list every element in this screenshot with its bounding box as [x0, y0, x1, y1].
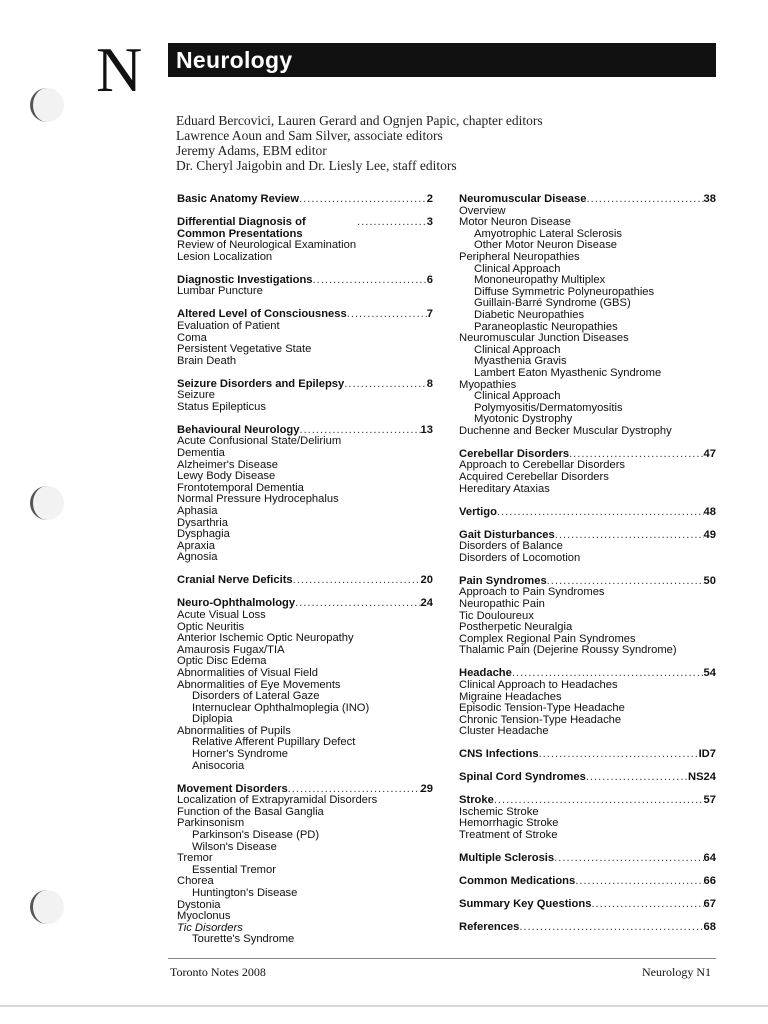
- toc-subentry: Huntington's Disease: [192, 887, 298, 899]
- toc-section: [459, 772, 716, 784]
- toc-subentry: Diffuse Symmetric Polyneuropathies: [474, 285, 655, 298]
- dot-leader: [555, 530, 704, 542]
- toc-page-number: 67: [703, 897, 716, 910]
- toc-subentry: Disorders of Locomotion: [459, 551, 581, 564]
- toc-subentry: Treatment of Stroke: [459, 829, 558, 842]
- toc-page-number: NS24: [688, 771, 716, 784]
- toc-subentry: Overview: [459, 204, 506, 217]
- toc-subentry: Mononeuropathy Multiplex: [474, 274, 606, 287]
- toc-subentry: Dysphagia: [177, 528, 230, 541]
- toc-page-number: 68: [703, 920, 716, 933]
- toc-subentry: Hereditary Ataxias: [459, 482, 550, 495]
- toc-section-title: Common Medications: [459, 875, 576, 887]
- toc-page-number: 54: [703, 667, 716, 680]
- toc-subentry: Function of the Basal Ganglia: [177, 805, 324, 818]
- dot-leader: [299, 194, 427, 206]
- toc-subentry: Migraine Headaches: [459, 690, 562, 703]
- toc-section-title: References: [459, 920, 520, 933]
- toc-section: [459, 853, 716, 865]
- toc-section: [459, 449, 716, 495]
- toc-subentry: Amyotrophic Lateral Sclerosis: [474, 227, 622, 240]
- toc-subentry: Anterior Ischemic Optic Neuropathy: [177, 632, 354, 645]
- toc-page-number: 2: [426, 193, 433, 205]
- toc-subentry: Localization of Extrapyramidal Disorders: [177, 794, 378, 807]
- dot-leader: [519, 922, 703, 934]
- toc-subentry: Myotonic Dystrophy: [474, 413, 573, 426]
- toc-subentry: Episodic Tension-Type Headache: [459, 702, 625, 715]
- toc-section: [177, 575, 433, 587]
- toc-page-number: 6: [426, 273, 433, 286]
- toc-section-title: Cranial Nerve Deficits: [177, 574, 293, 587]
- toc-subentry: Disorders of Lateral Gaze: [192, 690, 320, 703]
- toc-right-column: [459, 194, 716, 945]
- toc-subentry: Diabetic Neuropathies: [474, 308, 585, 321]
- toc-section: [177, 784, 433, 946]
- toc-page-number: 49: [703, 528, 716, 541]
- toc-section-title: Differential Diagnosis of Common Presentations: [177, 215, 306, 240]
- toc-subentry: Myopathies: [459, 378, 517, 391]
- toc-section: [459, 576, 716, 657]
- toc-subentry: Agnosia: [177, 551, 218, 564]
- footer-page-number: Neurology N1: [642, 965, 711, 979]
- toc-section-title: CNS Infections: [459, 748, 539, 761]
- toc-subentry: Clinical Approach to Headaches: [459, 678, 618, 691]
- toc-subentry: Complex Regional Pain Syndromes: [459, 632, 636, 645]
- dot-leader: [586, 194, 703, 206]
- toc-subentry: Dementia: [177, 447, 225, 460]
- toc-subentry: Other Motor Neuron Disease: [474, 239, 618, 252]
- dot-leader: [497, 507, 704, 519]
- toc-subentry: Polymyositis/Dermatomyositis: [474, 401, 623, 414]
- toc-section-heading[interactable]: [177, 575, 433, 587]
- dot-leader: [295, 598, 420, 610]
- toc-subentry: Dystonia: [177, 898, 221, 911]
- toc-subentry: Anisocoria: [192, 759, 245, 772]
- footer-divider: [168, 958, 716, 959]
- toc-subentry: Diplopia: [192, 713, 233, 726]
- toc-subentry: Paraneoplastic Neuropathies: [474, 320, 618, 333]
- toc-subentry: Duchenne and Becker Muscular Dystrophy: [459, 424, 672, 437]
- toc-section: [177, 194, 433, 206]
- toc-subentry: Motor Neuron Disease: [459, 216, 571, 229]
- dot-leader: [586, 772, 688, 784]
- toc-section: [459, 507, 716, 519]
- toc-subentry: Disorders of Balance: [459, 540, 563, 553]
- toc-section: [459, 530, 716, 565]
- toc-page-number: 48: [703, 505, 716, 518]
- toc-subentry: Lambert Eaton Myasthenic Syndrome: [474, 366, 662, 379]
- toc-section-heading[interactable]: [459, 772, 716, 784]
- footer-book-title: Toronto Notes 2008: [170, 965, 266, 979]
- toc-section: [177, 217, 433, 263]
- toc-section: [177, 598, 433, 772]
- toc-subentry: Parkinson's Disease (PD): [192, 829, 320, 842]
- toc-section-title: Summary Key Questions: [459, 897, 592, 910]
- toc-section-heading[interactable]: [177, 194, 433, 206]
- toc-page-number: 3: [426, 215, 433, 228]
- binder-hole: [30, 890, 64, 924]
- toc-subentry: Postherpetic Neuralgia: [459, 621, 573, 634]
- page-edge: [0, 1005, 768, 1007]
- toc-subentry: Normal Pressure Hydrocephalus: [177, 493, 339, 506]
- toc-subentry: Tic Douloureux: [459, 609, 534, 622]
- toc-section-title: Basic Anatomy Review: [177, 193, 300, 205]
- toc-page-number: 13: [420, 423, 433, 436]
- toc-subentry: Aphasia: [177, 505, 218, 518]
- binder-hole: [30, 486, 64, 520]
- dot-leader: [357, 217, 427, 229]
- toc-section: [459, 795, 716, 841]
- toc-subentry: Optic Neuritis: [177, 620, 245, 633]
- toc-subentry: Parkinsonism: [177, 817, 245, 830]
- toc-subentry: Status Epilepticus: [177, 400, 266, 413]
- toc-subentry: Approach to Pain Syndromes: [459, 586, 605, 599]
- toc-section: [177, 309, 433, 367]
- toc-subentry: Lesion Localization: [177, 250, 273, 263]
- toc-subentry: Evaluation of Patient: [177, 319, 280, 332]
- toc-subentry: Clinical Approach: [474, 390, 561, 403]
- toc-page-number: 64: [703, 852, 716, 865]
- toc-subentry: Abnormalities of Eye Movements: [177, 678, 341, 691]
- toc-section-title: Neuro-Ophthalmology: [177, 597, 296, 610]
- toc-subentry: Lumbar Puncture: [177, 285, 263, 298]
- toc-page-number: 8: [426, 377, 433, 390]
- toc-page-number: 47: [703, 447, 716, 460]
- toc-subentry: Apraxia: [177, 539, 215, 552]
- toc-subentry: Hemorrhagic Stroke: [459, 817, 559, 830]
- toc-section: [459, 194, 716, 437]
- toc-subentry: Cluster Headache: [459, 725, 549, 738]
- toc-subentry: Tourette's Syndrome: [192, 933, 295, 946]
- dot-leader: [539, 749, 699, 761]
- toc-subentry: Review of Neurological Examination: [177, 239, 357, 252]
- toc-section-title: Spinal Cord Syndromes: [459, 771, 586, 784]
- toc-subentry: Acute Confusional State/Delirium: [177, 435, 342, 448]
- dot-leader: [293, 575, 421, 587]
- toc-subentry: Persistent Vegetative State: [177, 343, 312, 356]
- editor-line: Lawrence Aoun and Sam Silver, associate editors: [176, 128, 443, 143]
- editor-line: Jeremy Adams, EBM editor: [176, 143, 327, 158]
- toc-section-heading[interactable]: [459, 922, 716, 934]
- toc-subentry: Wilson's Disease: [192, 840, 277, 853]
- toc-subentry: Seizure: [177, 389, 215, 402]
- dot-leader: [554, 853, 703, 865]
- toc-section-title: Movement Disorders: [177, 782, 288, 795]
- toc-subentry: Chronic Tension-Type Headache: [459, 713, 622, 726]
- toc-section-title: Multiple Sclerosis: [459, 852, 555, 865]
- toc-section-title: Neuromuscular Disease: [459, 193, 587, 205]
- dot-leader: [344, 379, 427, 391]
- toc-section: [177, 425, 433, 564]
- toc-subentry: Myoclonus: [177, 910, 231, 923]
- toc-subentry: Coma: [177, 331, 207, 344]
- toc-subentry: Optic Disc Edema: [177, 655, 267, 668]
- toc-subentry: Alzheimer's Disease: [177, 458, 278, 471]
- toc-subentry: Tremor: [177, 852, 213, 865]
- toc-subentry: Acute Visual Loss: [177, 608, 266, 621]
- toc-subentry: Peripheral Neuropathies: [459, 250, 580, 263]
- toc-subentry: Internuclear Ophthalmoplegia (INO): [192, 701, 370, 714]
- toc-section-heading[interactable]: [459, 194, 716, 206]
- toc-subentry: Clinical Approach: [474, 262, 561, 275]
- toc-page-number: 20: [420, 574, 433, 587]
- toc-subentry: Guillain-Barré Syndrome (GBS): [474, 297, 631, 310]
- toc-section-heading[interactable]: [459, 853, 716, 865]
- toc-section-title: Pain Syndromes: [459, 574, 547, 587]
- toc-subentry: Chorea: [177, 875, 214, 888]
- toc-subentry: Neuromuscular Junction Diseases: [459, 332, 629, 345]
- toc-page-number: 7: [426, 308, 433, 321]
- toc-section-title: Vertigo: [459, 505, 497, 518]
- toc-page-number: 29: [420, 782, 433, 795]
- toc-left-column: [177, 194, 433, 957]
- toc-section-title: Cerebellar Disorders: [459, 447, 570, 460]
- toc-section: [459, 922, 716, 934]
- toc-subentry: Frontotemporal Dementia: [177, 481, 304, 494]
- toc-section-title: Behavioural Neurology: [177, 423, 300, 436]
- editor-line: Dr. Cheryl Jaigobin and Dr. Liesly Lee, staff editors: [176, 158, 457, 173]
- toc-page-number: 66: [703, 875, 716, 887]
- toc-subentry: Myasthenia Gravis: [474, 355, 567, 368]
- toc-page-number: ID7: [698, 748, 716, 761]
- toc-section: [459, 876, 716, 888]
- toc-subentry: Approach to Cerebellar Disorders: [459, 459, 626, 472]
- toc-section-heading[interactable]: [459, 876, 716, 888]
- toc-subentry: Clinical Approach: [474, 343, 561, 356]
- toc-section-title: Headache: [459, 667, 512, 680]
- dot-leader: [591, 899, 703, 911]
- toc-section: [177, 379, 433, 414]
- toc-page-number: 57: [703, 794, 716, 807]
- dot-leader: [347, 309, 427, 321]
- editors-block: [176, 113, 696, 173]
- toc-page-number: 50: [703, 574, 716, 587]
- dot-leader: [313, 275, 427, 287]
- toc-section-title: Diagnostic Investigations: [177, 273, 313, 286]
- toc-subentry: Brain Death: [177, 354, 237, 367]
- toc-section-heading[interactable]: [459, 507, 716, 519]
- toc-section-heading[interactable]: [459, 749, 716, 761]
- chapter-letter: N: [96, 34, 143, 105]
- toc-subentry: Abnormalities of Pupils: [177, 724, 291, 737]
- toc-section-heading[interactable]: [177, 379, 433, 391]
- toc-subentry: Essential Tremor: [192, 863, 276, 876]
- toc-subentry: Ischemic Stroke: [459, 805, 539, 818]
- toc-section-heading[interactable]: [459, 899, 716, 911]
- toc-subentry: Relative Afferent Pupillary Defect: [192, 736, 356, 749]
- toc-subentry: Dysarthria: [177, 516, 228, 529]
- toc-section-title: Gait Disturbances: [459, 528, 555, 541]
- toc-section-title: Altered Level of Consciousness: [177, 308, 347, 321]
- toc-subentry: Tic Disorders: [177, 921, 243, 934]
- toc-subentry: Horner's Syndrome: [192, 748, 289, 761]
- toc-subentry: Acquired Cerebellar Disorders: [459, 471, 609, 484]
- toc-section-title: Stroke: [459, 794, 494, 807]
- binder-hole: [30, 88, 64, 122]
- toc-section: [459, 899, 716, 911]
- toc-page-number: 38: [703, 193, 716, 205]
- toc-section: [177, 275, 433, 298]
- dot-leader: [575, 876, 703, 888]
- toc-section-heading[interactable]: [177, 217, 433, 240]
- toc-section: [459, 668, 716, 738]
- toc-subentry: Thalamic Pain (Dejerine Roussy Syndrome): [459, 644, 677, 657]
- toc-subentry: Neuropathic Pain: [459, 597, 545, 610]
- toc-subentry: Lewy Body Disease: [177, 470, 276, 483]
- toc-section: [459, 749, 716, 761]
- chapter-title: Neurology: [168, 43, 716, 77]
- toc-subentry: Abnormalities of Visual Field: [177, 666, 318, 679]
- toc-page-number: 24: [420, 597, 433, 610]
- editor-line: Eduard Bercovici, Lauren Gerard and Ognjen Papic, chapter editors: [176, 113, 543, 128]
- toc-subentry: Amaurosis Fugax/TIA: [177, 643, 285, 656]
- toc-section-title: Seizure Disorders and Epilepsy: [177, 377, 345, 390]
